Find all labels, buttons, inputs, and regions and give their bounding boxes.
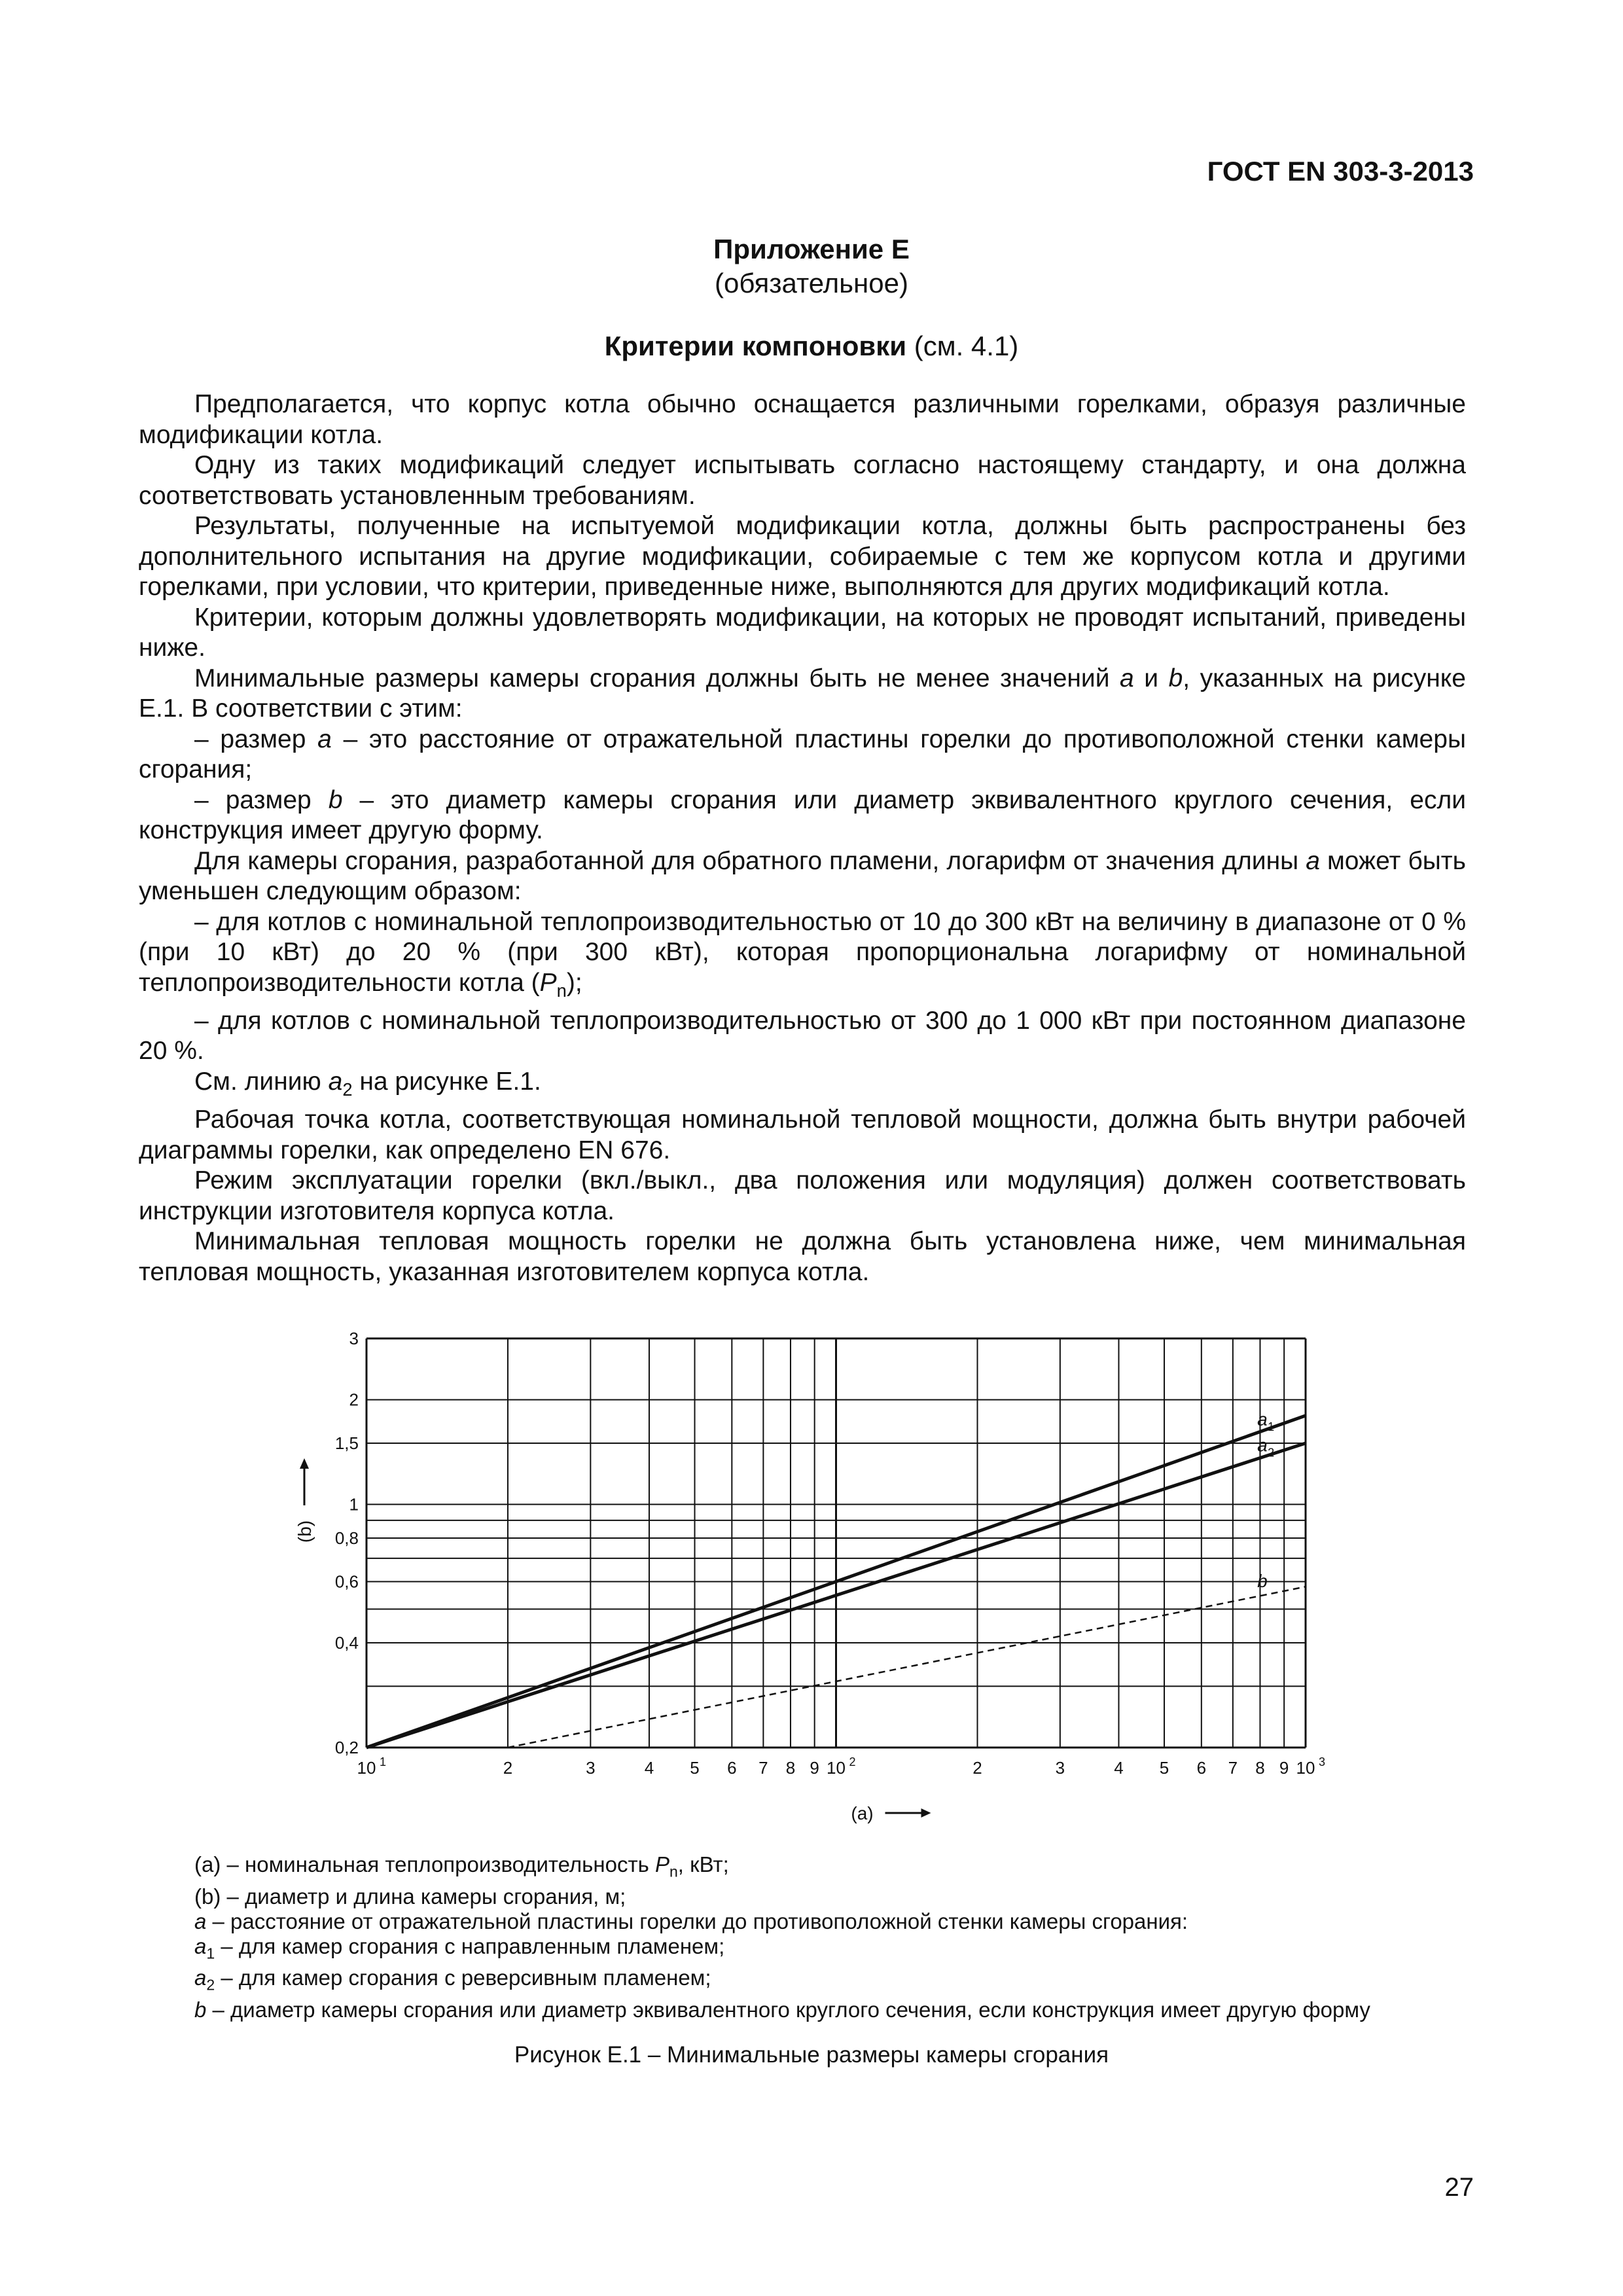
y-tick-label: 1 [349,1494,359,1515]
figure-caption: Рисунок Е.1 – Минимальные размеры камеры сгорания [514,2042,1109,2068]
var-a: a [194,1909,207,1933]
text-run: Минимальные размеры камеры сгорания должны быть не менее значений [194,664,1120,692]
x-tick-label: 4 [1114,1758,1124,1778]
var-p: P [539,968,557,997]
y-tick-label: 0,2 [334,1738,359,1757]
chart-grid [366,1338,1306,1748]
x-tick-label: 5 [1159,1758,1169,1778]
list-item [139,725,1466,785]
text-run: – размер [194,725,318,753]
x-tick-label: 3 [586,1758,596,1778]
x-tick-exponent: 3 [1319,1755,1326,1768]
x-tick-label: 2 [972,1758,982,1778]
series-label-sub-a2: 2 [1268,1446,1275,1460]
section-title-ref: (см. 4.1) [914,331,1019,361]
text-run: ); [566,968,582,997]
paragraph: Одну из таких модификаций следует испытывать согласно настоящему стандарту, и она должна соответствовать установленным требованиям. [139,451,1466,510]
legend-item [139,1852,1466,1884]
var-a: a [194,1933,207,1958]
var-a: a [317,725,332,753]
subscript: n [669,1863,678,1880]
y-tick-label: 0,4 [334,1633,359,1653]
y-axis-arrowhead [300,1458,309,1469]
list-item: – для котлов с номинальной теплопроизводительностью от 300 до 1 000 кВт при постоянном диапазоне 20 %. [139,1006,1466,1066]
var-a: a [1306,846,1320,875]
subscript: 2 [206,1976,215,1994]
x-tick-exponent: 1 [380,1755,387,1768]
y-tick-label: 3 [349,1329,359,1348]
legend-item: (b) – диаметр и длина камеры сгорания, м; [194,1884,626,1909]
x-tick-label: 2 [503,1758,513,1778]
text-run: Для камеры сгорания, разработанной для обратного пламени, логарифм от значения длины [194,846,1306,875]
text-run: , кВт; [677,1852,729,1876]
paragraph: Критерии, которым должны удовлетворять модификации, на которых не проводят испытаний, приведены ниже. [139,603,1466,662]
legend-item [139,1909,1466,1934]
x-tick-label: 4 [644,1758,654,1778]
x-tick-label: 10 [1296,1758,1315,1778]
x-axis-arrowhead [921,1808,931,1818]
series-label-a2: a [1257,1435,1268,1456]
text-run: может быть уменьшен следующим образом: [139,846,1466,905]
annex-title: Приложение Е [713,234,910,264]
paragraph [139,1067,1466,1105]
paragraph [139,664,1466,725]
figure-legend [139,1852,1466,2022]
subscript: 1 [206,1945,215,1962]
var-b: b [194,1997,207,2022]
series-label-a1: a [1257,1409,1268,1430]
text-run: – это диаметр камеры сгорания или диаметр эквивалентного круглого сечения, если конструкция имеет другую форму. [139,785,1466,844]
text-run: – диаметр камеры сгорания или диаметр эквивалентного круглого сечения, если конструкция имеет другую форму [206,1997,1370,2022]
text-run: – расстояние от отражательной пластины горелки до противоположной стенки камеры сгорания: [206,1909,1188,1933]
list-item [139,785,1466,846]
body-text [139,389,1466,1287]
text-run: – для камер сгорания с направленным пламенем; [215,1933,725,1958]
var-p: P [654,1852,669,1876]
paragraph: Результаты, полученные на испытуемой модификации котла, должны быть распространены без дополнительного испытания на другие модификации, собираемые с тем же корпусом котла и другими горелками, при условии, что критерии, приведенные ниже, выполняются для других модификаций котла. [139,512,1466,601]
x-tick-label: 6 [727,1758,737,1778]
subscript: 2 [342,1079,353,1100]
text-run: – для котлов с номинальной теплопроизводительностью от 10 до 300 кВт на величину в диапазоне от 0 % (при 10 кВт) до 20 % (при 300 кВт), которая пропорциональна логарифму от номинальной теплопроизводительности котла ( [139,907,1466,997]
var-a: a [194,1965,207,1990]
y-tick-label: 1,5 [334,1433,359,1453]
page-number: 27 [1444,2173,1474,2202]
x-tick-exponent: 2 [849,1755,856,1768]
x-tick-label: 6 [1196,1758,1207,1778]
paragraph: Режим эксплуатации горелки (вкл./выкл., два положения или модуляция) должен соответствовать инструкции изготовителя корпуса котла. [139,1166,1466,1225]
y-tick-label: 0,8 [334,1528,359,1549]
x-tick-label: 9 [1279,1758,1289,1778]
y-tick-label: 0,6 [334,1571,359,1592]
var-a: a [328,1067,343,1096]
series-label-sub-a1: 1 [1268,1420,1275,1434]
y-tick-label: 2 [349,1390,359,1410]
series-line-b [508,1587,1306,1748]
paragraph: Предполагается, что корпус котла обычно оснащается различными горелками, образуя различные модификации котла. [139,390,1466,449]
x-tick-label: 10 [357,1758,376,1778]
paragraph: Минимальная тепловая мощность горелки не должна быть установлена ниже, чем минимальная тепловая мощность, указанная изготовителем корпуса котла. [139,1227,1466,1286]
x-axis-label: (a) [851,1803,874,1823]
list-item [139,907,1466,1006]
text-run: и [1133,664,1169,692]
series-label-b: b [1257,1571,1268,1592]
subscript: n [556,980,567,1001]
var-a: a [1120,664,1134,692]
paragraph: Рабочая точка котла, соответствующая номинальной тепловой мощности, должна быть внутри рабочей диаграммы горелки, как определено EN 676. [139,1105,1466,1164]
x-tick-label: 7 [1228,1758,1238,1778]
section-title-bold: Критерии компоновки [604,331,907,361]
var-b: b [1168,664,1183,692]
text-run: – для камер сгорания с реверсивным пламенем; [215,1965,711,1990]
var-b: b [328,785,343,814]
annex-heading [0,232,1623,300]
standard-number: ГОСТ EN 303-3-2013 [1207,156,1474,187]
text-run: на рисунке Е.1. [352,1067,541,1096]
text-run: , указанных на рисунке Е.1. В соответствии с этим: [139,664,1467,723]
x-tick-label: 10 [827,1758,846,1778]
x-tick-label: 8 [785,1758,796,1778]
text-run: – это расстояние от отражательной пластины горелки до противоположной стенки камеры сгорания; [139,725,1466,783]
chart-figure-e1 [294,1316,1348,1833]
text-run: – размер [194,785,329,814]
x-tick-label: 5 [690,1758,700,1778]
y-axis-label: (b) [294,1520,315,1543]
legend-item [139,1965,1466,1998]
x-tick-label: 8 [1255,1758,1265,1778]
x-tick-label: 3 [1055,1758,1065,1778]
x-tick-label: 7 [758,1758,768,1778]
text-run: См. линию [194,1067,329,1096]
paragraph [139,846,1466,907]
legend-item [139,1934,1466,1966]
text-run: (а) – номинальная теплопроизводительность [194,1852,655,1876]
legend-item [139,1998,1466,2022]
chart-labels [294,1329,1325,1823]
x-tick-label: 9 [810,1758,819,1778]
annex-subtitle: (обязательное) [715,268,908,298]
section-title [0,331,1623,362]
